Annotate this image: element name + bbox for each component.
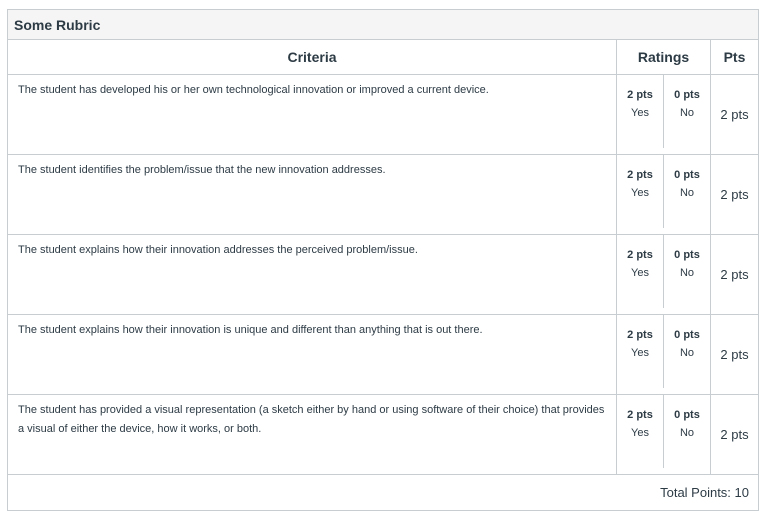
criterion-points: 2 pts bbox=[711, 155, 759, 235]
rating-points: 0 pts bbox=[674, 89, 700, 101]
rubric bbox=[7, 9, 759, 511]
rubric-header-row bbox=[8, 40, 758, 75]
rating-no[interactable] bbox=[664, 75, 710, 148]
rating-label: Yes bbox=[631, 427, 649, 439]
criterion-points: 2 pts bbox=[711, 315, 759, 395]
ratings-cell bbox=[617, 315, 711, 395]
rating-no[interactable] bbox=[664, 315, 710, 388]
rating-yes[interactable] bbox=[617, 395, 664, 468]
rating-points: 0 pts bbox=[674, 409, 700, 421]
total-points: Total Points: 10 bbox=[660, 485, 749, 500]
ratings-cell bbox=[617, 155, 711, 235]
ratings-cell bbox=[617, 395, 711, 475]
rating-label: Yes bbox=[631, 187, 649, 199]
ratings-cell bbox=[617, 75, 711, 155]
criterion-description: The student has developed his or her own technological innovation or improved a current device. bbox=[8, 75, 617, 155]
rating-points: 2 pts bbox=[627, 169, 653, 181]
rating-label: No bbox=[679, 347, 695, 359]
rating-points: 2 pts bbox=[627, 89, 653, 101]
rating-no[interactable] bbox=[664, 155, 710, 228]
ratings-cell bbox=[617, 235, 711, 315]
rating-label: No bbox=[679, 187, 695, 199]
rating-points: 0 pts bbox=[674, 169, 700, 181]
rating-no[interactable] bbox=[664, 395, 710, 468]
rating-points: 2 pts bbox=[627, 329, 653, 341]
criterion-description: The student identifies the problem/issue that the new innovation addresses. bbox=[8, 155, 617, 235]
rating-label: Yes bbox=[631, 347, 649, 359]
criterion-row bbox=[8, 235, 758, 315]
rating-points: 2 pts bbox=[627, 249, 653, 261]
criterion-description: The student explains how their innovation is unique and different than anything that is out there. bbox=[8, 315, 617, 395]
criterion-description: The student explains how their innovation addresses the perceived problem/issue. bbox=[8, 235, 617, 315]
criterion-row bbox=[8, 75, 758, 155]
rating-yes[interactable] bbox=[617, 235, 664, 308]
rating-yes[interactable] bbox=[617, 315, 664, 388]
rubric-table bbox=[8, 40, 758, 475]
criterion-row bbox=[8, 395, 758, 475]
rating-label: Yes bbox=[631, 267, 649, 279]
rating-no[interactable] bbox=[664, 235, 710, 308]
rating-label: No bbox=[679, 107, 695, 119]
criterion-description: The student has provided a visual representation (a sketch either by hand or using software of their choice) that provides a visual of either the device, how it works, or both. bbox=[8, 395, 617, 475]
criterion-row bbox=[8, 155, 758, 235]
criterion-points: 2 pts bbox=[711, 75, 759, 155]
rating-label: Yes bbox=[631, 107, 649, 119]
rating-yes[interactable] bbox=[617, 75, 664, 148]
criterion-points: 2 pts bbox=[711, 235, 759, 315]
criterion-points: 2 pts bbox=[711, 395, 759, 475]
rating-points: 0 pts bbox=[674, 249, 700, 261]
rating-label: No bbox=[679, 267, 695, 279]
rubric-title: Some Rubric bbox=[8, 10, 758, 40]
rating-label: No bbox=[679, 427, 695, 439]
rating-points: 2 pts bbox=[627, 409, 653, 421]
pts-header: Pts bbox=[711, 40, 759, 75]
criteria-header: Criteria bbox=[8, 40, 617, 75]
criterion-row bbox=[8, 315, 758, 395]
rating-points: 0 pts bbox=[674, 329, 700, 341]
ratings-header: Ratings bbox=[617, 40, 711, 75]
rating-yes[interactable] bbox=[617, 155, 664, 228]
